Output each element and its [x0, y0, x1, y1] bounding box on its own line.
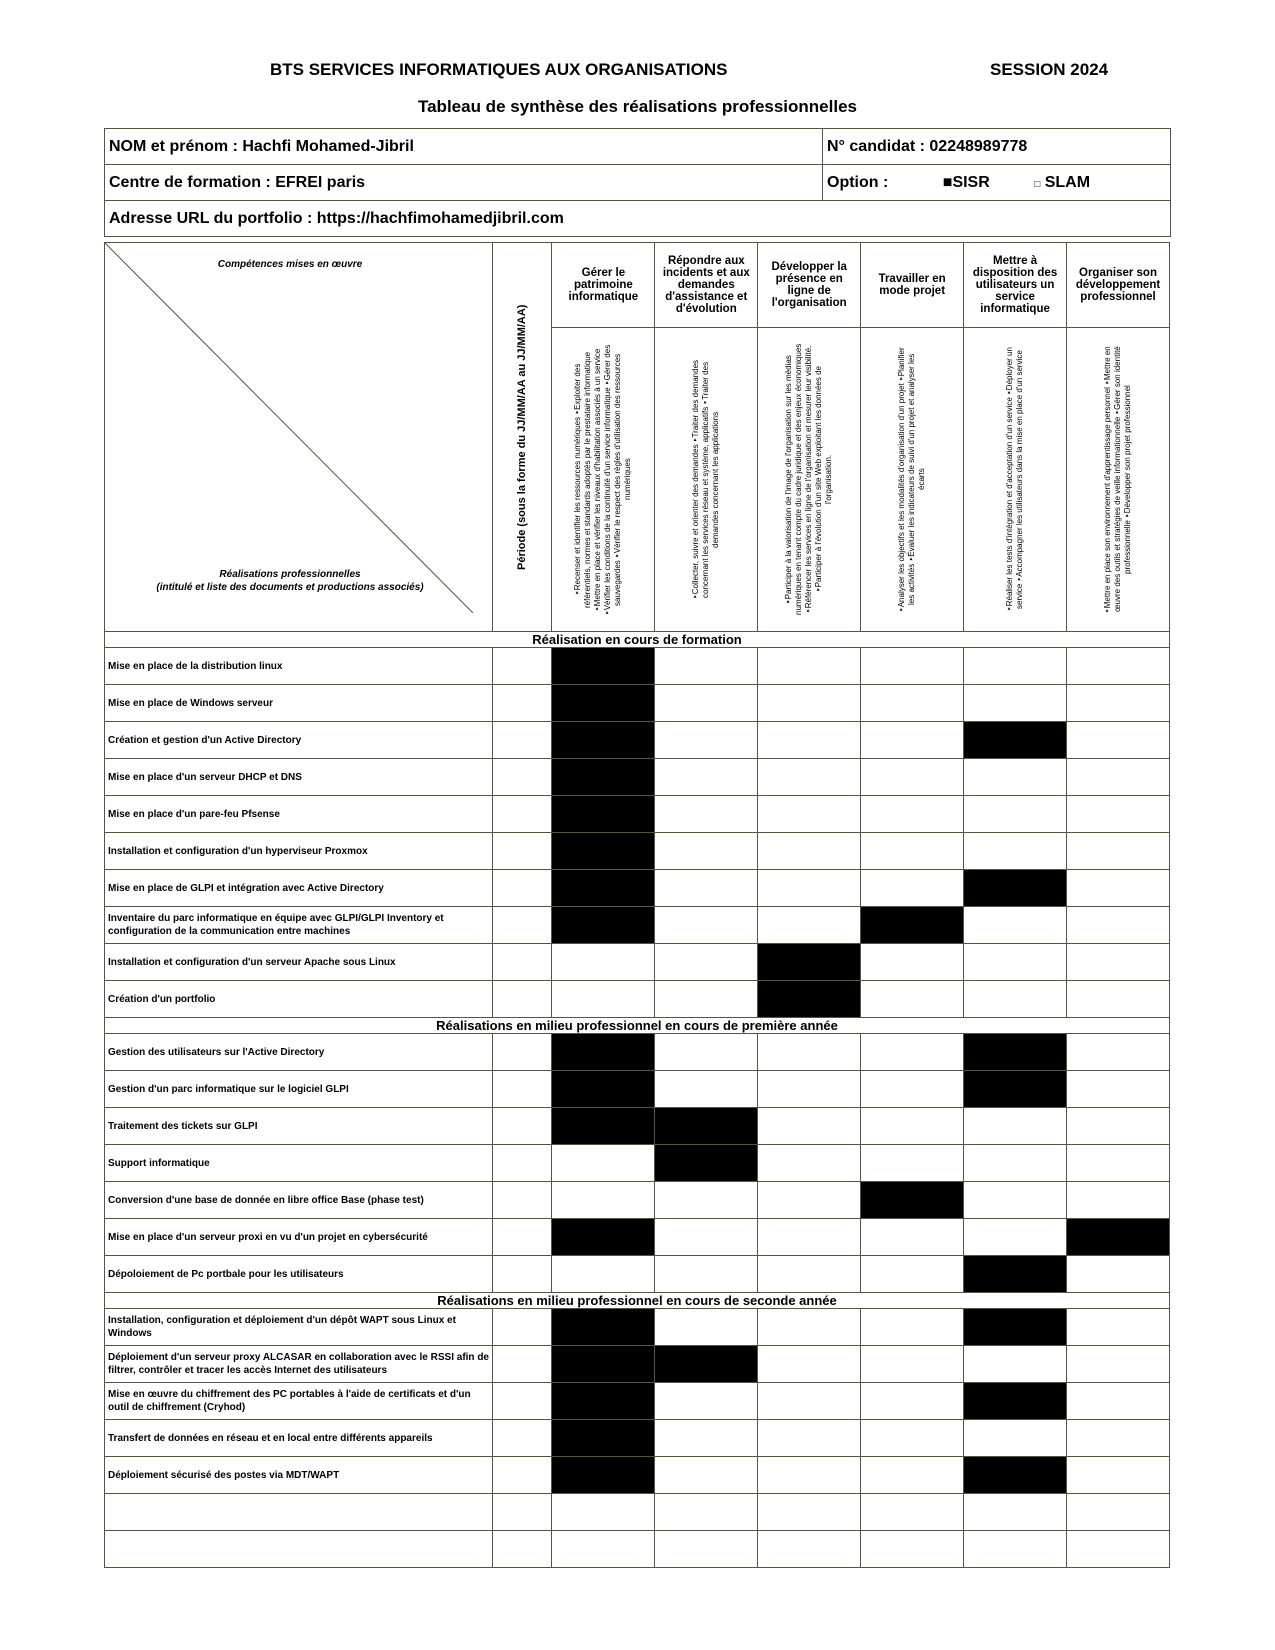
competence-cell[interactable]	[964, 722, 1067, 759]
competence-cell[interactable]	[758, 1108, 861, 1145]
competence-cell[interactable]	[655, 1108, 758, 1145]
realisation-label: Dépoloiement de Pc portbale pour les utilisateurs	[105, 1256, 493, 1293]
periode-cell[interactable]	[492, 796, 552, 833]
candidate-number: N° candidat : 02248989778	[823, 129, 1171, 165]
competence-cell[interactable]	[1067, 685, 1170, 722]
competence-cell[interactable]	[1067, 796, 1170, 833]
table-row	[105, 1256, 1170, 1293]
section-header: Réalisations en milieu professionnel en cours de seconde année	[105, 1293, 1170, 1309]
competence-cell[interactable]	[1067, 759, 1170, 796]
table-row	[105, 1494, 1170, 1531]
competence-cell[interactable]	[964, 1108, 1067, 1145]
realisation-label: Conversion d'une base de donnée en libre office Base (phase test)	[105, 1182, 493, 1219]
competence-cell[interactable]	[861, 907, 964, 944]
periode-cell[interactable]	[492, 907, 552, 944]
competence-cell[interactable]	[861, 944, 964, 981]
competence-cell[interactable]	[655, 833, 758, 870]
realisation-label: Gestion des utilisateurs sur l'Active Directory	[105, 1034, 493, 1071]
table-row	[105, 759, 1170, 796]
realisation-label: Déploiement d'un serveur proxy ALCASAR en collaboration avec le RSSI afin de filtrer, contrôler et tracer les accès Internet des utilisateurs	[105, 1346, 493, 1383]
competence-cell[interactable]	[758, 870, 861, 907]
document-subtitle: Tableau de synthèse des réalisations professionnelles	[417, 97, 857, 116]
competence-cell[interactable]	[552, 1071, 655, 1108]
competence-cell[interactable]	[552, 1108, 655, 1145]
competence-cell[interactable]	[758, 1256, 861, 1293]
competence-cell[interactable]	[964, 1383, 1067, 1420]
option-field	[823, 165, 1171, 201]
table-row	[105, 870, 1170, 907]
section-header: Réalisation en cours de formation	[105, 632, 1170, 648]
competence-cell[interactable]	[1067, 944, 1170, 981]
competence-cell[interactable]	[758, 685, 861, 722]
competence-cell[interactable]	[758, 796, 861, 833]
table-row	[105, 685, 1170, 722]
competence-cell[interactable]	[552, 907, 655, 944]
realisation-label	[105, 1494, 493, 1531]
competence-cell[interactable]	[861, 1071, 964, 1108]
periode-cell[interactable]	[492, 1309, 552, 1346]
competence-cell[interactable]	[861, 1309, 964, 1346]
competence-cell[interactable]	[552, 648, 655, 685]
competence-cell[interactable]	[964, 1219, 1067, 1256]
periode-cell[interactable]	[492, 759, 552, 796]
competence-cell[interactable]	[861, 1219, 964, 1256]
realisations-sublabel: (intitulé et liste des documents et productions associés)	[156, 582, 424, 593]
periode-cell[interactable]	[492, 1034, 552, 1071]
competence-cell[interactable]	[552, 1531, 655, 1568]
competence-header: Travailler en mode projet	[861, 243, 964, 328]
competence-cell[interactable]	[758, 1346, 861, 1383]
realisation-label: Traitement des tickets sur GLPI	[105, 1108, 493, 1145]
table-row	[105, 907, 1170, 944]
competence-details	[655, 328, 758, 632]
periode-cell[interactable]	[492, 685, 552, 722]
competence-cell[interactable]	[861, 833, 964, 870]
competence-cell[interactable]	[861, 1383, 964, 1420]
competence-cell[interactable]	[964, 1071, 1067, 1108]
competence-cell[interactable]	[964, 685, 1067, 722]
competence-cell[interactable]	[552, 981, 655, 1018]
competence-cell[interactable]	[1067, 1108, 1170, 1145]
competence-cell[interactable]	[758, 1071, 861, 1108]
table-row	[105, 833, 1170, 870]
competence-cell[interactable]	[655, 1494, 758, 1531]
periode-cell[interactable]	[492, 1420, 552, 1457]
competence-cell[interactable]	[655, 981, 758, 1018]
competence-cell[interactable]	[964, 1182, 1067, 1219]
competence-details	[758, 328, 861, 632]
competence-cell[interactable]	[1067, 907, 1170, 944]
competence-cell[interactable]	[861, 1256, 964, 1293]
competences-label: Compétences mises en œuvre	[217, 259, 363, 270]
competence-cell[interactable]	[1067, 1309, 1170, 1346]
table-row	[105, 1420, 1170, 1457]
competence-cell[interactable]	[1067, 1034, 1170, 1071]
competence-cell[interactable]	[758, 981, 861, 1018]
competence-details-text: ‣Mettre en place son environnement d'apprentissage personnel ‣Mettre en œuvre des outils et stratégies de veille informationnelle ‣Gérer son identité professionnelle ‣Développer son projet professionnel	[1103, 346, 1132, 613]
competence-cell[interactable]	[861, 1145, 964, 1182]
realisation-label: Mise en place de la distribution linux	[105, 648, 493, 685]
periode-cell[interactable]	[492, 944, 552, 981]
competence-cell[interactable]	[1067, 1182, 1170, 1219]
periode-cell[interactable]	[492, 1346, 552, 1383]
competence-details-text: ‣Recenser et identifier les ressources numériques ‣Exploiter des référentiels, normes et standards adoptés par le prestataire informatique ‣Mettre en place et vérifier les niveaux d'habilitation associés à un service ‣Vérifier les conditions de la continuité d'un service informatique ‣Gérer des sauvegardes ‣Vérifier le respect des règles d'utilisation des ressources numériques	[573, 344, 633, 615]
periode-cell[interactable]	[492, 1182, 552, 1219]
competence-cell[interactable]	[964, 1420, 1067, 1457]
competence-cell[interactable]	[964, 759, 1067, 796]
realisation-label: Création et gestion d'un Active Directory	[105, 722, 493, 759]
candidate-info-table	[104, 128, 1171, 237]
competence-cell[interactable]	[655, 944, 758, 981]
competence-cell[interactable]	[964, 648, 1067, 685]
option-slam: SLAM	[1044, 173, 1091, 191]
competence-cell[interactable]	[861, 1420, 964, 1457]
competence-cell[interactable]	[964, 1256, 1067, 1293]
table-row	[105, 1071, 1170, 1108]
competence-cell[interactable]	[655, 907, 758, 944]
competence-cell[interactable]	[552, 685, 655, 722]
competence-details	[964, 328, 1067, 632]
competence-cell[interactable]	[758, 1034, 861, 1071]
competence-cell[interactable]	[964, 833, 1067, 870]
competence-cell[interactable]	[1067, 1346, 1170, 1383]
competence-cell[interactable]	[655, 1034, 758, 1071]
competence-cell[interactable]	[861, 1346, 964, 1383]
table-row	[105, 1531, 1170, 1568]
competence-cell[interactable]	[552, 1494, 655, 1531]
competence-cell[interactable]	[964, 1309, 1067, 1346]
competence-cell[interactable]	[552, 1383, 655, 1420]
table-row	[105, 1457, 1170, 1494]
periode-cell[interactable]	[492, 870, 552, 907]
table-row	[105, 722, 1170, 759]
diagonal-header-cell	[105, 243, 493, 632]
realisation-label: Installation et configuration d'un serveur Apache sous Linux	[105, 944, 493, 981]
competence-cell[interactable]	[861, 759, 964, 796]
session-label: SESSION 2024	[990, 60, 1109, 79]
competence-cell[interactable]	[655, 1383, 758, 1420]
realisation-label: Installation, configuration et déploiement d'un dépôt WAPT sous Linux et Windows	[105, 1309, 493, 1346]
periode-cell[interactable]	[492, 1383, 552, 1420]
periode-cell[interactable]	[492, 1531, 552, 1568]
realisation-label: Gestion d'un parc informatique sur le logiciel GLPI	[105, 1071, 493, 1108]
competence-cell[interactable]	[1067, 1531, 1170, 1568]
table-row	[105, 944, 1170, 981]
competence-header: Mettre à disposition des utilisateurs un service informatique	[964, 243, 1067, 328]
competence-cell[interactable]	[1067, 870, 1170, 907]
competence-details-text: ‣Analyser les objectifs et les modalités d'organisation d'un projet ‣Planifier les activités ‣Évaluer les indicateurs de suivi d'un projet et analyser les écarts	[897, 347, 927, 612]
competence-cell[interactable]	[861, 648, 964, 685]
competence-details-text: ‣Collecter, suivre et orienter des demandes ‣Traiter des demandes concernant les services réseau et système, applicatifs ‣Traiter des demandes concernant les applications	[691, 360, 721, 600]
competence-cell[interactable]	[964, 944, 1067, 981]
competence-cell[interactable]	[655, 1420, 758, 1457]
competence-cell[interactable]	[655, 1457, 758, 1494]
competence-cell[interactable]	[655, 685, 758, 722]
competence-cell[interactable]	[1067, 648, 1170, 685]
competence-cell[interactable]	[861, 1182, 964, 1219]
competence-cell[interactable]	[655, 1531, 758, 1568]
periode-cell[interactable]	[492, 1108, 552, 1145]
competence-header: Développer la présence en ligne de l'organisation	[758, 243, 861, 328]
document-title: BTS SERVICES INFORMATIQUES AUX ORGANISATIONS	[270, 60, 728, 79]
competence-cell[interactable]	[964, 1034, 1067, 1071]
periode-cell[interactable]	[492, 1145, 552, 1182]
periode-cell[interactable]	[492, 981, 552, 1018]
competence-cell[interactable]	[655, 722, 758, 759]
competence-cell[interactable]	[861, 1531, 964, 1568]
realisations-table	[104, 242, 1170, 1568]
periode-cell[interactable]	[492, 1494, 552, 1531]
competence-cell[interactable]	[1067, 1420, 1170, 1457]
realisation-label: Mise en place de GLPI et intégration avec Active Directory	[105, 870, 493, 907]
competence-cell[interactable]	[861, 870, 964, 907]
table-row	[105, 981, 1170, 1018]
competence-cell[interactable]	[552, 944, 655, 981]
realisation-label: Mise en œuvre du chiffrement des PC portables à l'aide de certificats et d'un outil de chiffrement (Cryhod)	[105, 1383, 493, 1420]
competence-cell[interactable]	[552, 833, 655, 870]
candidate-name: NOM et prénom : Hachfi Mohamed-Jibril	[105, 129, 823, 165]
competence-cell[interactable]	[552, 1309, 655, 1346]
competence-cell[interactable]	[758, 648, 861, 685]
periode-cell[interactable]	[492, 722, 552, 759]
competence-header: Répondre aux incidents et aux demandes d'assistance et d'évolution	[655, 243, 758, 328]
realisation-label: Mise en place d'un pare-feu Pfsense	[105, 796, 493, 833]
competence-cell[interactable]	[1067, 981, 1170, 1018]
competence-cell[interactable]	[861, 1034, 964, 1071]
competence-cell[interactable]	[861, 1457, 964, 1494]
portfolio-url: Adresse URL du portfolio : https://hachfimohamedjibril.com	[105, 201, 1171, 237]
realisation-label	[105, 1531, 493, 1568]
competence-cell[interactable]	[861, 722, 964, 759]
periode-cell[interactable]	[492, 833, 552, 870]
competence-cell[interactable]	[1067, 1494, 1170, 1531]
competence-cell[interactable]	[655, 1346, 758, 1383]
competence-cell[interactable]	[552, 722, 655, 759]
realisation-label: Mise en place d'un serveur proxi en vu d'un projet en cybersécurité	[105, 1219, 493, 1256]
table-row	[105, 1346, 1170, 1383]
competence-cell[interactable]	[1067, 1071, 1170, 1108]
competence-cell[interactable]	[552, 1219, 655, 1256]
competence-cell[interactable]	[758, 1145, 861, 1182]
competence-cell[interactable]	[758, 907, 861, 944]
competence-cell[interactable]	[758, 722, 861, 759]
table-row	[105, 1309, 1170, 1346]
competence-details	[861, 328, 964, 632]
competence-cell[interactable]	[552, 759, 655, 796]
competence-details	[1067, 328, 1170, 632]
section-header: Réalisations en milieu professionnel en cours de première année	[105, 1018, 1170, 1034]
competence-cell[interactable]	[964, 1494, 1067, 1531]
competence-cell[interactable]	[552, 1182, 655, 1219]
competence-cell[interactable]	[655, 1219, 758, 1256]
table-row	[105, 1383, 1170, 1420]
table-row	[105, 1108, 1170, 1145]
option-label: Option :	[827, 173, 889, 191]
competence-cell[interactable]	[758, 1531, 861, 1568]
competence-cell[interactable]	[964, 1145, 1067, 1182]
training-centre: Centre de formation : EFREI paris	[105, 165, 823, 201]
competence-cell[interactable]	[1067, 1256, 1170, 1293]
competence-cell[interactable]	[964, 796, 1067, 833]
realisation-label: Transfert de données en réseau et en local entre différents appareils	[105, 1420, 493, 1457]
option-sisr: SISR	[952, 173, 990, 191]
competence-cell[interactable]	[861, 1108, 964, 1145]
competence-cell[interactable]	[964, 1346, 1067, 1383]
competence-header: Gérer le patrimoine informatique	[552, 243, 655, 328]
realisation-label: Inventaire du parc informatique en équipe avec GLPI/GLPI Inventory et configuration de la communication entre machines	[105, 907, 493, 944]
realisation-label: Installation et configuration d'un hyperviseur Proxmox	[105, 833, 493, 870]
competence-cell[interactable]	[758, 1219, 861, 1256]
competence-cell[interactable]	[552, 870, 655, 907]
competence-cell[interactable]	[552, 1346, 655, 1383]
competence-cell[interactable]	[552, 1034, 655, 1071]
competence-details-text: ‣Réaliser les tests d'intégration et d'acceptation d'un service ‣Déployer un service ‣Accompagner les utilisateurs dans la mise en place d'un service	[1005, 347, 1025, 612]
competence-cell[interactable]	[655, 1256, 758, 1293]
sisr-checkbox[interactable]: ■	[942, 173, 953, 191]
competence-cell[interactable]	[552, 1256, 655, 1293]
table-row	[105, 1182, 1170, 1219]
periode-cell[interactable]	[492, 1457, 552, 1494]
competence-cell[interactable]	[964, 907, 1067, 944]
competence-cell[interactable]	[655, 1071, 758, 1108]
table-row	[105, 1145, 1170, 1182]
competence-cell[interactable]	[861, 685, 964, 722]
realisations-label: Réalisations professionnelles	[219, 569, 361, 580]
competence-cell[interactable]	[861, 1494, 964, 1531]
competence-cell[interactable]	[655, 1145, 758, 1182]
competence-details-text: ‣Participer à la valorisation de l'image de l'organisation sur les médias numériques en tenant compte du cadre juridique et des enjeux économiques ‣Référencer les services en ligne de l'organisation et mesurer leur visibilité. ‣Participer à l'évolution d'un site Web exploitant les données de l'organisation.	[784, 343, 834, 616]
table-row	[105, 796, 1170, 833]
competence-cell[interactable]	[758, 1494, 861, 1531]
competence-cell[interactable]	[655, 1182, 758, 1219]
realisation-label: Mise en place de Windows serveur	[105, 685, 493, 722]
realisation-label: Création d'un portfolio	[105, 981, 493, 1018]
competence-header: Organiser son développement professionnel	[1067, 243, 1170, 328]
competence-cell[interactable]	[758, 833, 861, 870]
periode-header: Période (sous la forme du JJ/MM/AA au JJ/MM/AA)	[492, 243, 552, 632]
competence-cell[interactable]	[758, 1420, 861, 1457]
competence-cell[interactable]	[964, 981, 1067, 1018]
competence-cell[interactable]	[655, 1309, 758, 1346]
competence-cell[interactable]	[1067, 1219, 1170, 1256]
competence-cell[interactable]	[758, 759, 861, 796]
competence-cell[interactable]	[964, 1531, 1067, 1568]
competence-cell[interactable]	[758, 1457, 861, 1494]
competence-cell[interactable]	[655, 648, 758, 685]
competence-cell[interactable]	[655, 759, 758, 796]
realisation-label: Déploiement sécurisé des postes via MDT/WAPT	[105, 1457, 493, 1494]
competence-cell[interactable]	[655, 796, 758, 833]
competence-cell[interactable]	[758, 1182, 861, 1219]
competence-cell[interactable]	[1067, 1383, 1170, 1420]
table-row	[105, 648, 1170, 685]
competence-cell[interactable]	[552, 1145, 655, 1182]
competence-cell[interactable]	[552, 1420, 655, 1457]
competence-cell[interactable]	[758, 1309, 861, 1346]
competence-cell[interactable]	[655, 870, 758, 907]
competence-cell[interactable]	[1067, 722, 1170, 759]
competence-details	[552, 328, 655, 632]
competence-cell[interactable]	[1067, 1145, 1170, 1182]
table-row	[105, 1034, 1170, 1071]
competence-cell[interactable]	[861, 796, 964, 833]
slam-checkbox[interactable]: □	[1034, 178, 1041, 190]
competence-cell[interactable]	[964, 1457, 1067, 1494]
competence-cell[interactable]	[1067, 1457, 1170, 1494]
periode-cell[interactable]	[492, 648, 552, 685]
competence-cell[interactable]	[964, 870, 1067, 907]
competence-cell[interactable]	[758, 1383, 861, 1420]
competence-cell[interactable]	[1067, 833, 1170, 870]
realisation-label: Support informatique	[105, 1145, 493, 1182]
periode-cell[interactable]	[492, 1219, 552, 1256]
table-row	[105, 1219, 1170, 1256]
periode-cell[interactable]	[492, 1256, 552, 1293]
competence-cell[interactable]	[552, 796, 655, 833]
periode-cell[interactable]	[492, 1071, 552, 1108]
competence-cell[interactable]	[861, 981, 964, 1018]
realisation-label: Mise en place d'un serveur DHCP et DNS	[105, 759, 493, 796]
competence-cell[interactable]	[758, 944, 861, 981]
competence-cell[interactable]	[552, 1457, 655, 1494]
